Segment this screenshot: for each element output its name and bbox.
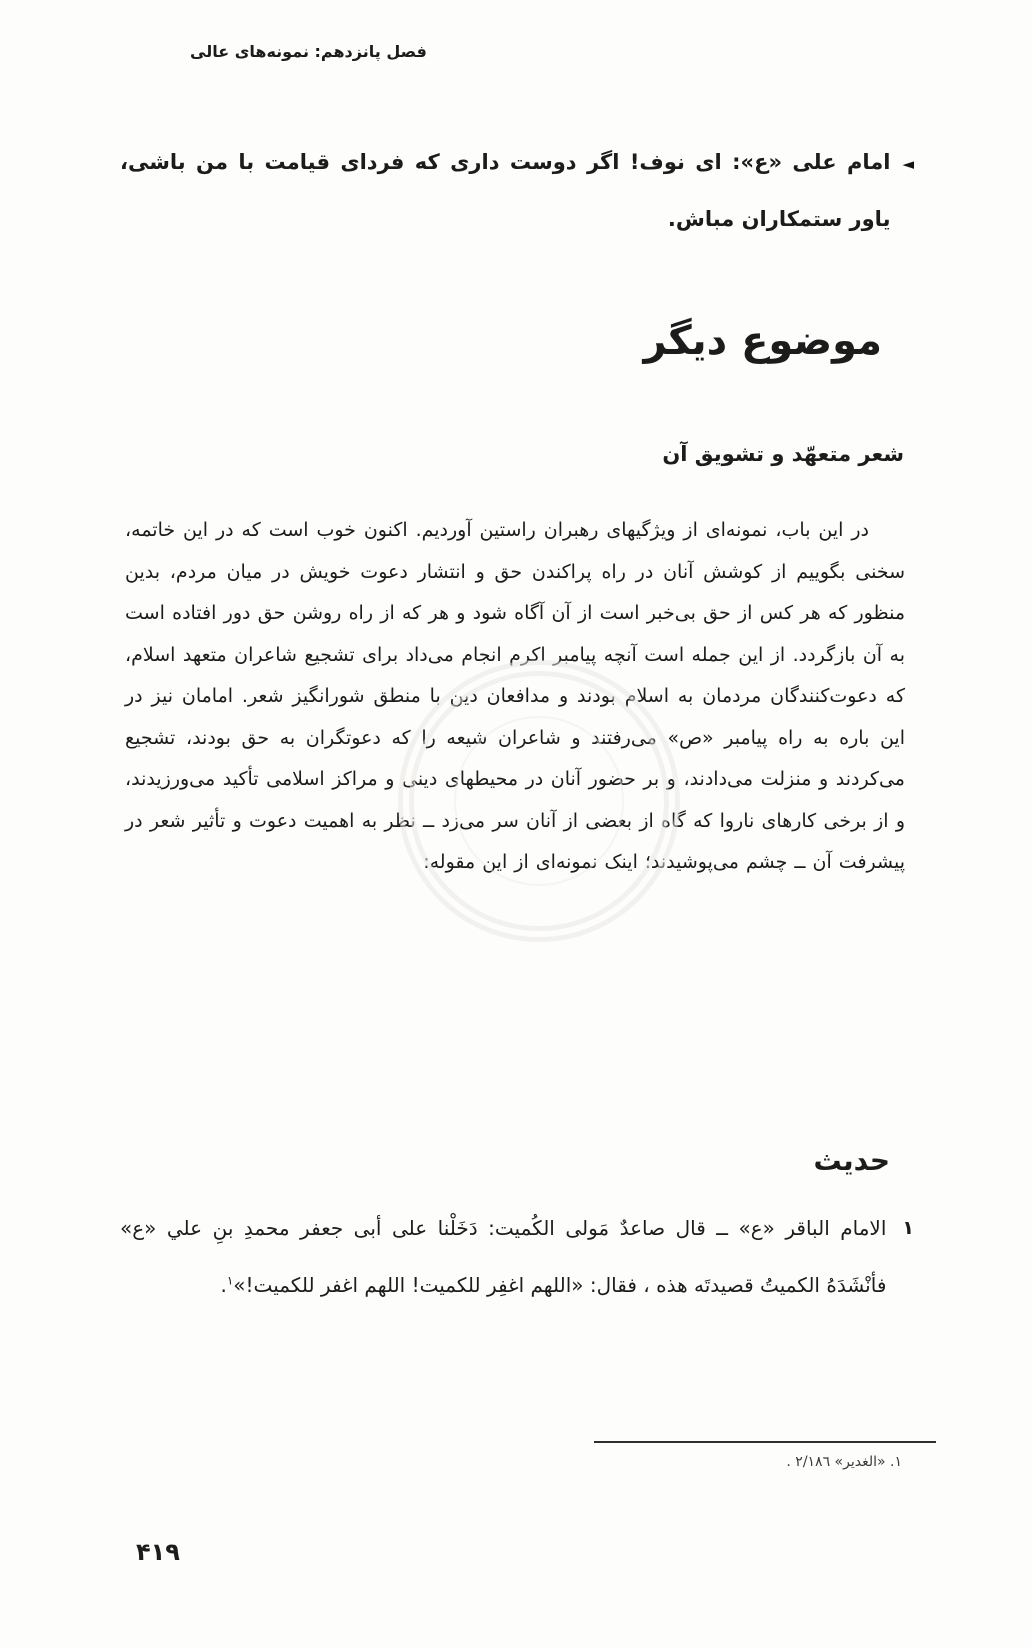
section-title: موضوع دیگر [643,318,882,364]
body-paragraph: در این باب، نمونه‌ای از ویژگیهای رهبران راستین آوردیم. اکنون خوب است که در این خاتمه، سخنی بگوییم از کوشش آنان در راه پراکندن حق و انتشار دعوت خویش در میان مردم، بدین منظور که هر کس از حق بی‌خبر است از آن آگاه شود و هر که از راه روشن حق دور افتاده است به آن بازگردد. از این جمله است آنچه پیامبر اکرم انجام می‌داد برای تشجیع شاعران متعهد اسلام، که دعوت‌کنندگان مردمان به اسلام بودند و مدافعان دین با منطق شورانگیز شعر. امامان نیز در این باره به راه پیامبر «ص» می‌رفتند و شاعران شیعه را که دعوتگران به حق بودند، تشجیع می‌کردند و منزلت می‌دادند، و بر حضور آنان در محیطهای دینی و مراکز اسلامی تأکید می‌ورزیدند، و از برخی کارهای ناروا که گاه از بعضی از آنان سر می‌زد ــ نظر به اهمیت دعوت و تأثیر شعر در پیشرفت آن ــ چشم می‌پوشیدند؛ اینک نمونه‌ای از این مقوله: [125,519,905,873]
running-head: فصل پانزدهم: نمونه‌های عالی [190,42,427,61]
subsection-title: شعر متعهّد و تشویق آن [662,442,904,466]
hadith-text [120,1200,886,1314]
hadith-item [120,1200,914,1314]
hadith-heading: حدیث [813,1144,890,1177]
hadith-text-body: الامام الباقر «ع» ــ قال صاعدٌ مَولی الکُمیت: دَخَلْنا علی أبی جعفر محمدِ بنِ علي «ع» فأنْشَدَهُ الکمیتُ قصیدتَه هذه ، فقال: «اللهم اغفِر للکمیت! اللهم اغفر للکمیت!» [120,1216,887,1297]
quote-text: امام علی «ع»: ای نوف! اگر دوست داری که فردای قیامت با من باشی، یاور ستمکاران مباش. [120,150,891,231]
footnote-divider [594,1441,936,1443]
hadith-item-number: ١ [902,1217,914,1239]
footnote-marker: ١ [226,1273,234,1288]
page-number: ۴۱۹ [136,1538,180,1566]
triangle-bullet-icon: ◄ [902,155,914,173]
quote-block [120,134,914,248]
hadith-text-terminator: . [220,1273,227,1297]
footnote-text: ١. «الغدیر» ٢/١٨٦ . [786,1454,902,1470]
